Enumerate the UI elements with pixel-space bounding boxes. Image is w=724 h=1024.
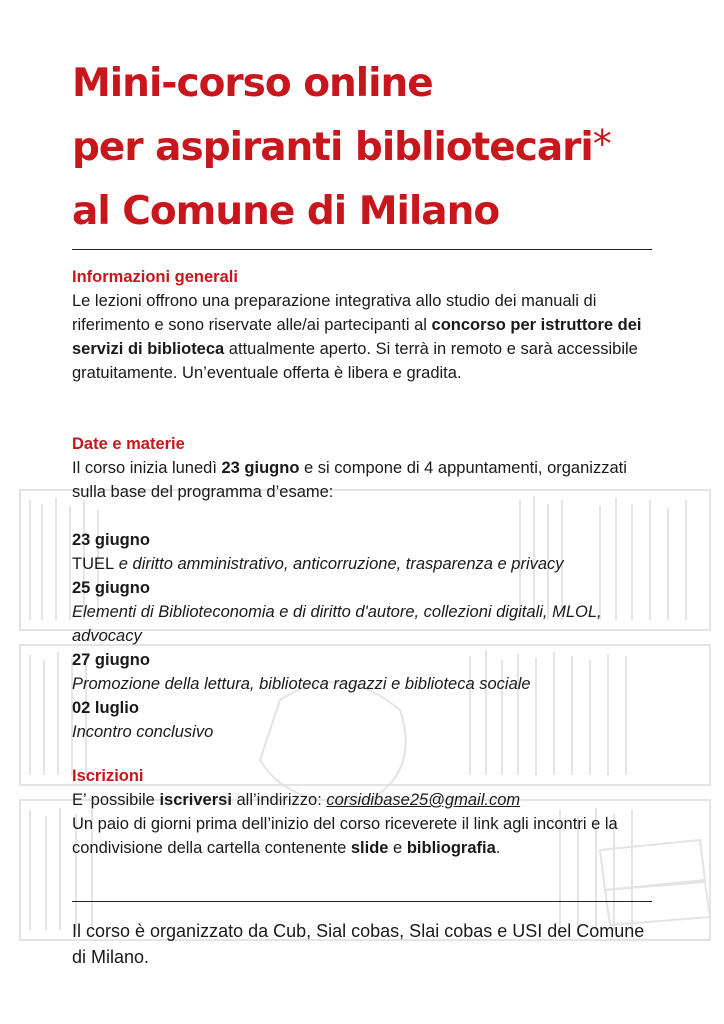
title-asterisk: *: [592, 122, 611, 166]
session-1-topic-b: e diritto amministrativo, anticorruzione, trasparenza e privacy: [114, 555, 564, 573]
session-3-topic: Promozione della lettura, biblioteca ragazzi e biblioteca sociale: [72, 675, 531, 693]
session-4-topic: Incontro conclusivo: [72, 723, 214, 741]
signup-text-4: e: [388, 839, 407, 857]
title-line-3: al Comune di Milano: [72, 189, 500, 234]
signup-heading: Iscrizioni: [72, 767, 144, 785]
footer-text: Il corso è organizzato da Cub, Sial cobas, Slai cobas e USI del Comune di Milano.: [72, 921, 645, 967]
info-text-1: Le lezioni offrono una preparazione integrativa allo studio dei manuali di riferimento e sono riservate alle/ai partecipanti al: [72, 292, 597, 334]
session-1-topic: [72, 552, 652, 576]
dates-intro-bold: 23 giugno: [221, 459, 300, 477]
info-text-bold: concorso per istruttore dei servizi di biblioteca: [72, 316, 642, 358]
signup-slide: slide: [350, 839, 389, 857]
title-line-2: [72, 116, 672, 180]
session-1-date: 23 giugno: [72, 531, 150, 549]
session-3-date: 27 giugno: [72, 651, 150, 669]
signup-text-2: all’indirizzo:: [231, 791, 327, 809]
session-2-date: 25 giugno: [72, 579, 150, 597]
dates-intro: [72, 456, 652, 504]
session-1-topic-a: TUEL: [72, 555, 115, 573]
info-section: [72, 265, 652, 385]
title-line-1: Mini-corso online: [72, 61, 433, 106]
page-title: [72, 52, 672, 244]
signup-bold: iscriversi: [159, 791, 232, 809]
bottom-divider: [72, 901, 652, 902]
dates-intro-1: Il corso inizia lunedì: [72, 459, 222, 477]
dates-heading: Date e materie: [72, 435, 185, 453]
session-2-topic: Elementi di Biblioteconomia e di diritto d'autore, collezioni digitali, MLOL, advocacy: [72, 603, 602, 645]
info-paragraph: [72, 289, 652, 385]
dates-section: [72, 432, 652, 744]
signup-text-1: E’ possibile: [72, 791, 160, 809]
info-text-2: attualmente aperto. Si terrà in remoto e sarà accessibile gratuitamente. Un’eventuale offerta è libera e gradita.: [72, 340, 638, 382]
info-heading: Informazioni generali: [72, 268, 238, 286]
signup-line-2: [72, 812, 652, 860]
top-divider: [72, 249, 652, 250]
signup-text-3: Un paio di giorni prima dell’inizio del corso riceverete il link agli incontri e la condivisione della cartella contenente: [72, 815, 618, 857]
signup-line-1: [72, 788, 652, 812]
title-line-2-text: per aspiranti bibliotecari: [72, 125, 593, 170]
session-4-date: 02 luglio: [72, 699, 139, 717]
signup-bibliografia: bibliografia: [406, 839, 496, 857]
signup-section: [72, 764, 652, 860]
dates-intro-2: e si compone di 4 appuntamenti, organizzati sulla base del programma d’esame:: [72, 459, 627, 501]
signup-email-link[interactable]: corsidibase25@gmail.com: [326, 791, 521, 809]
signup-text-5: .: [495, 839, 501, 857]
